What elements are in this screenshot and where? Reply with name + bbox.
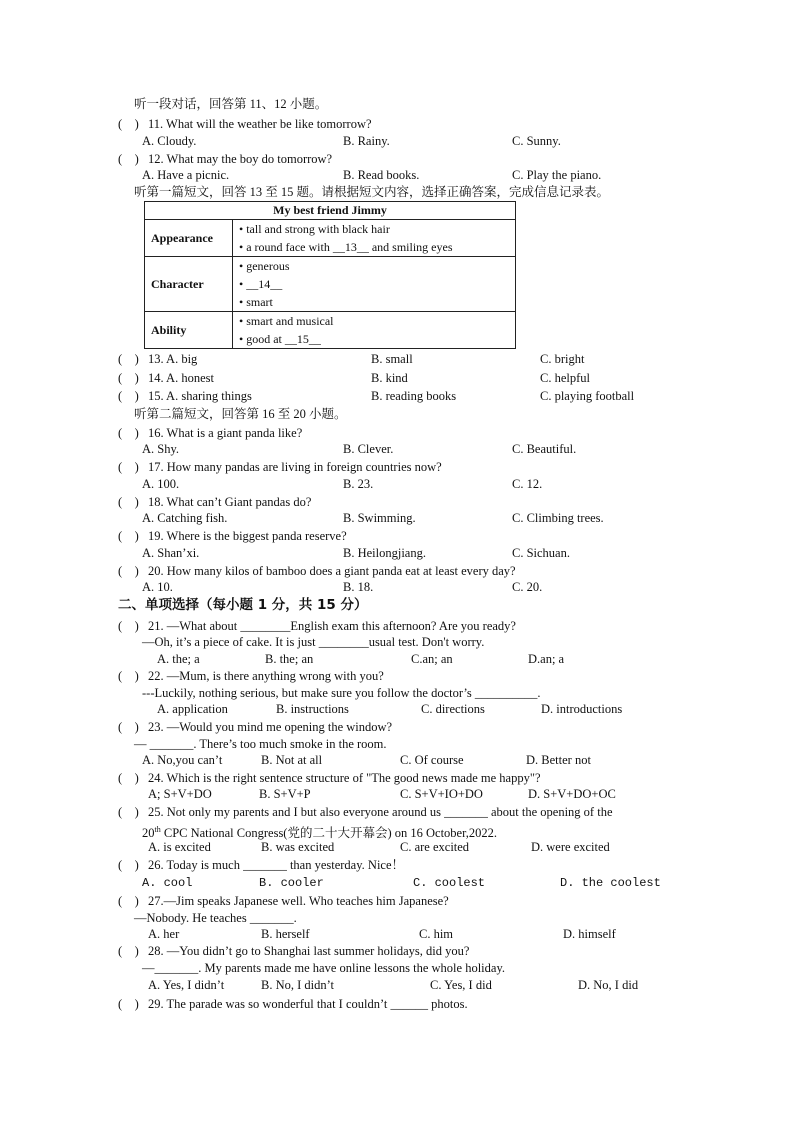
question-28: 28. —You didn’t go to Shanghai last summer holidays, did you? — [148, 944, 470, 958]
answer-bracket: ( ) — [118, 894, 139, 908]
table-cell — [233, 257, 516, 312]
question-22-line2: ---Luckily, nothing serious, but make sure you follow the doctor’s __________. — [142, 686, 541, 700]
option: C. are excited — [400, 840, 470, 854]
option: A. Shy. — [142, 442, 180, 456]
question-12: 12. What may the boy do tomorrow? — [148, 152, 333, 166]
instruction-16-20: 听第二篇短文，回答第 16 至 20 小题。 — [134, 407, 347, 421]
answer-bracket: ( ) — [118, 771, 139, 785]
row-label-ability: Ability — [145, 312, 233, 349]
option: C. Beautiful. — [512, 442, 577, 456]
question-21: 21. —What about ________English exam this afternoon? Are you ready? — [148, 619, 516, 633]
option: C. 20. — [512, 580, 543, 594]
option: D. introductions — [541, 702, 623, 716]
option: D.an; a — [528, 652, 565, 666]
answer-bracket: ( ) — [118, 426, 139, 440]
instruction-13-15: 听第一篇短文，回答 13 至 15 题。请根据短文内容，选择正确答案，完成信息记录表。 — [134, 185, 610, 199]
answer-bracket: ( ) — [118, 669, 139, 683]
option: A. Yes, I didn’t — [148, 978, 225, 992]
option: C. Climbing trees. — [512, 511, 604, 525]
option: C. helpful — [540, 371, 590, 385]
option: A. 100. — [142, 477, 180, 491]
option: C. playing football — [540, 389, 635, 403]
row-label-character: Character — [145, 257, 233, 312]
answer-bracket: ( ) — [118, 371, 139, 385]
option: C. Of course — [400, 753, 464, 767]
option: C. 12. — [512, 477, 543, 491]
table-cell — [233, 312, 516, 349]
option: B. Swimming. — [343, 511, 416, 525]
option: B. kind — [371, 371, 408, 385]
option: D. Better not — [526, 753, 591, 767]
question-25: 25. Not only my parents and I but also everyone around us _______ about the opening of the — [148, 805, 613, 819]
answer-bracket: ( ) — [118, 720, 139, 734]
question-13: 13. A. big — [148, 352, 198, 366]
option: A. Catching fish. — [142, 511, 228, 525]
option: B. 18. — [343, 580, 374, 594]
list-item: • __14__ — [239, 277, 283, 291]
option: B. 23. — [343, 477, 374, 491]
list-item: • smart and musical — [239, 314, 334, 328]
option: D. himself — [563, 927, 616, 941]
row-label-appearance: Appearance — [145, 220, 233, 257]
option: B. Not at all — [261, 753, 323, 767]
list-item: • tall and strong with black hair — [239, 222, 390, 236]
option: B. Heilongjiang. — [343, 546, 426, 560]
answer-bracket: ( ) — [118, 997, 139, 1011]
question-15: 15. A. sharing things — [148, 389, 252, 403]
question-24: 24. Which is the right sentence structure of "The good news made me happy"? — [148, 771, 541, 785]
answer-bracket: ( ) — [118, 117, 139, 131]
list-item: • good at __15__ — [239, 332, 321, 346]
option: A. Cloudy. — [142, 134, 197, 148]
instruction-11-12: 听一段对话，回答第 11、12 小题。 — [134, 97, 328, 111]
question-16: 16. What is a giant panda like? — [148, 426, 303, 440]
answer-bracket: ( ) — [118, 858, 139, 872]
option: C. S+V+IO+DO — [400, 787, 483, 801]
option: B. was excited — [261, 840, 335, 854]
option: A. Have a picnic. — [142, 168, 230, 182]
option: A. application — [157, 702, 228, 716]
option: C. bright — [540, 352, 585, 366]
answer-bracket: ( ) — [118, 495, 139, 509]
answer-bracket: ( ) — [118, 352, 139, 366]
section-title: 二、单项选择（每小题 1 分，共 15 分） — [118, 597, 368, 613]
answer-bracket: ( ) — [118, 529, 139, 543]
question-21-line2: —Oh, it’s a piece of cake. It is just ________usual test. Don't worry. — [142, 635, 485, 649]
option: D. No, I did — [578, 978, 639, 992]
option: A. is excited — [148, 840, 211, 854]
option: B. instructions — [276, 702, 349, 716]
question-19: 19. Where is the biggest panda reserve? — [148, 529, 347, 543]
question-23-line2: — _______. There’s too much smoke in the room. — [134, 737, 387, 751]
question-27-line2: —Nobody. He teaches _______. — [134, 911, 297, 925]
question-25-text: CPC National Congress(党的二十大开幕会) on 16 October,2022. — [160, 826, 498, 841]
option: C. Sichuan. — [512, 546, 570, 560]
option: B. reading books — [371, 389, 457, 403]
option: A. the; a — [157, 652, 200, 666]
option: C. Play the piano. — [512, 168, 602, 182]
option: C. him — [419, 927, 454, 941]
ordinal-number: 20 — [142, 826, 155, 841]
answer-bracket: ( ) — [118, 152, 139, 166]
option: A. Shan’xi. — [142, 546, 200, 560]
table-title: My best friend Jimmy — [145, 202, 516, 220]
option: C. coolest — [413, 876, 486, 890]
option: A. No,you can’t — [142, 753, 223, 767]
question-11: 11. What will the weather be like tomorrow? — [148, 117, 372, 131]
option: A; S+V+DO — [148, 787, 212, 801]
option: A. 10. — [142, 580, 173, 594]
option: C. directions — [421, 702, 485, 716]
option: A. cool — [142, 876, 193, 890]
option: C.an; an — [411, 652, 453, 666]
list-item: • generous — [239, 259, 290, 273]
question-18: 18. What can’t Giant pandas do? — [148, 495, 312, 509]
option: D. were excited — [531, 840, 610, 854]
question-26: 26. Today is much _______ than yesterday. Nice！ — [148, 858, 405, 872]
option: C. Yes, I did — [430, 978, 492, 992]
option: B. cooler — [259, 876, 324, 890]
question-20: 20. How many kilos of bamboo does a giant panda eat at least every day? — [148, 564, 516, 578]
answer-bracket: ( ) — [118, 805, 139, 819]
answer-bracket: ( ) — [118, 944, 139, 958]
question-27: 27.—Jim speaks Japanese well. Who teaches him Japanese? — [148, 894, 449, 908]
ordinal-suffix: th — [154, 825, 161, 834]
option: C. Sunny. — [512, 134, 561, 148]
option: B. S+V+P — [259, 787, 311, 801]
option: B. herself — [261, 927, 310, 941]
question-28-line2: —_______. My parents made me have online lessons the whole holiday. — [142, 961, 506, 975]
info-record-table — [144, 201, 516, 349]
option: A. her — [148, 927, 180, 941]
answer-bracket: ( ) — [118, 460, 139, 474]
table-cell — [233, 220, 516, 257]
question-17: 17. How many pandas are living in foreign countries now? — [148, 460, 442, 474]
answer-bracket: ( ) — [118, 619, 139, 633]
option: B. Clever. — [343, 442, 394, 456]
question-23: 23. —Would you mind me opening the window? — [148, 720, 393, 734]
list-item: • a round face with __13__ and smiling eyes — [239, 240, 453, 254]
question-14: 14. A. honest — [148, 371, 214, 385]
question-22: 22. —Mum, is there anything wrong with you? — [148, 669, 384, 683]
option: B. the; an — [265, 652, 314, 666]
option: B. small — [371, 352, 413, 366]
option: D. the coolest — [560, 876, 661, 890]
option: B. Rainy. — [343, 134, 390, 148]
answer-bracket: ( ) — [118, 564, 139, 578]
answer-bracket: ( ) — [118, 389, 139, 403]
list-item: • smart — [239, 295, 273, 309]
option: B. Read books. — [343, 168, 420, 182]
question-29: 29. The parade was so wonderful that I couldn’t ______ photos. — [148, 997, 468, 1011]
option: B. No, I didn’t — [261, 978, 335, 992]
option: D. S+V+DO+OC — [528, 787, 616, 801]
